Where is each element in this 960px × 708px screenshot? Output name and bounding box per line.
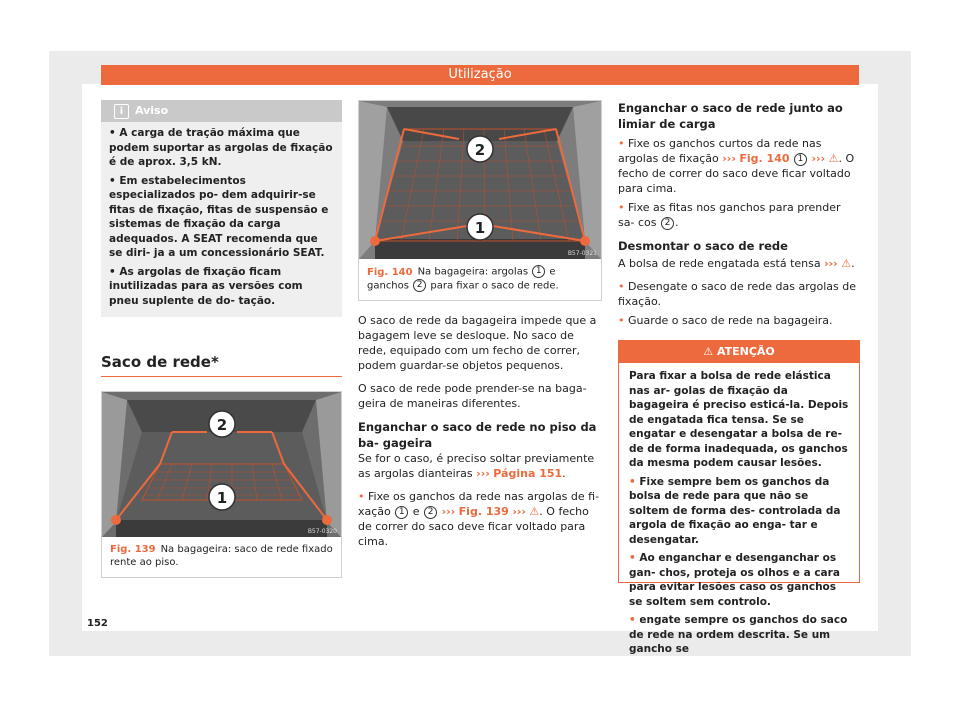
notice-title: Aviso xyxy=(135,104,169,117)
paragraph: Se for o caso, é preciso soltar previamente as argolas dianteiras ››› Página 151. xyxy=(358,452,595,480)
bullet-item: • Guarde o saco de rede na bagageira. xyxy=(618,314,833,327)
trunk-net-sill-image xyxy=(359,101,601,259)
callout-number: 2 xyxy=(661,217,674,230)
figure-139-callout: 2 xyxy=(216,416,228,434)
figure-139-callout: 1 xyxy=(216,489,228,507)
figure-label: Fig. 139 xyxy=(110,544,156,555)
page-number: 152 xyxy=(87,618,108,629)
warning-intro: Para fixar a bolsa de rede elástica nas ar- golas de fixação da bagageira é preciso esticá-la. Depois de engatada fica tensa. Se se engatar e desengatar a bolsa de re- de de forma inadequada, os ganchos da mesma podem causar lesões. xyxy=(629,370,849,469)
section-header: Utilização xyxy=(101,65,859,85)
callout-number: 2 xyxy=(424,506,437,519)
bullet-item: • Fixe os ganchos da rede nas argolas de fi- xação 1 e 2 ››› Fig. 139 ››› ⚠. O fecho de correr do saco deve ficar voltado para cima. xyxy=(358,490,600,548)
figure-140 xyxy=(358,100,602,301)
warning-box xyxy=(618,340,860,655)
figure-140-code: B57-0321 xyxy=(567,250,597,257)
bullet-item: • Fixe os ganchos curtos da rede nas argolas de fixação ››› Fig. 140 1 ››› ⚠. O fecho de correr do saco deve ficar voltado para cima. xyxy=(618,137,855,195)
middle-column xyxy=(358,100,602,549)
notice-header xyxy=(101,100,342,122)
warning-item: • Ao enganchar e desenganchar os gan- chos, proteja os olhos e a cara para evitar lesões caso os ganchos se soltem sem controlo. xyxy=(629,552,840,608)
subheading: Enganchar o saco de rede no piso da ba- gageira xyxy=(358,420,597,450)
figure-140-callout: 2 xyxy=(474,141,486,159)
warning-icon: ⚠ xyxy=(529,505,540,518)
subheading: Desmontar o saco de rede xyxy=(618,239,788,253)
paragraph: O saco de rede pode prender-se na baga- geira de maneiras diferentes. xyxy=(358,382,587,410)
callout-number: 1 xyxy=(532,265,545,278)
paragraph: A bolsa de rede engatada está tensa ››› ⚠. xyxy=(618,257,855,270)
callout-number: 2 xyxy=(413,279,426,292)
notice-list xyxy=(101,126,342,308)
warning-icon: ⚠ xyxy=(828,152,839,165)
figure-139 xyxy=(101,391,342,578)
warning-icon: ⚠ xyxy=(841,257,852,270)
notice-item: • Em estabelecimentos especializados po- dem adquirir-se fitas de fixação, fitas de suspensão e sistemas de fixação da carga adequados. A SEAT recomenda que se diri- ja a um concessionário SEAT. xyxy=(109,174,329,259)
right-column xyxy=(618,100,860,655)
warning-title: ATENÇÃO xyxy=(716,345,775,358)
callout-number: 1 xyxy=(794,153,807,166)
notice-item: • As argolas de fixação ficam inutilizadas para as versões com pneu suplente de do- tação. xyxy=(109,265,303,307)
figure-link[interactable]: Fig. 140 xyxy=(739,152,790,165)
figure-label: Fig. 140 xyxy=(367,266,413,278)
section-title: Saco de rede* xyxy=(101,355,342,377)
bullet-item: • Fixe as fitas nos ganchos para prender sa- cos 2 . xyxy=(618,201,841,229)
warning-item: • engate sempre os ganchos do saco de rede na ordem descrita. Se um gancho se xyxy=(629,614,848,655)
page-link[interactable]: Página 151 xyxy=(493,467,563,480)
left-column xyxy=(101,100,342,578)
callout-number: 1 xyxy=(395,506,408,519)
warning-triangle-icon: ⚠ xyxy=(703,345,714,358)
bullet-item: • Desengate o saco de rede das argolas de fixação. xyxy=(618,280,857,308)
figure-140-callout: 1 xyxy=(474,219,486,237)
warning-item: • Fixe sempre bem os ganchos da bolsa de rede para que não se soltem de forma des- controlada da argola de fixação ao enga- tar e desengatar. xyxy=(629,475,841,546)
warning-body xyxy=(619,363,859,663)
figure-139-code: B57-0320 xyxy=(307,528,337,535)
subheading: Enganchar o saco de rede junto ao limiar de carga xyxy=(618,101,843,131)
info-icon: i xyxy=(114,104,129,119)
notice-box xyxy=(101,100,342,317)
figure-140-caption: Fig. 140 Na bagageira: argolas 1 e ganchos 2 para fixar o saco de rede. xyxy=(367,266,559,291)
paragraph: O saco de rede da bagageira impede que a bagagem leve se desloque. No saco de rede, equipado com um fecho de correr, podem guardar-se objetos pequenos. xyxy=(358,314,597,372)
trunk-net-floor-image xyxy=(102,392,341,537)
notice-item: • A carga de tração máxima que podem suportar as argolas de fixação é de aprox. 3,5 kN. xyxy=(109,127,333,168)
figure-139-caption: Fig. 139 Na bagageira: saco de rede fixado rente ao piso. xyxy=(110,544,333,568)
warning-header xyxy=(619,341,859,363)
figure-link[interactable]: Fig. 139 xyxy=(458,505,509,518)
